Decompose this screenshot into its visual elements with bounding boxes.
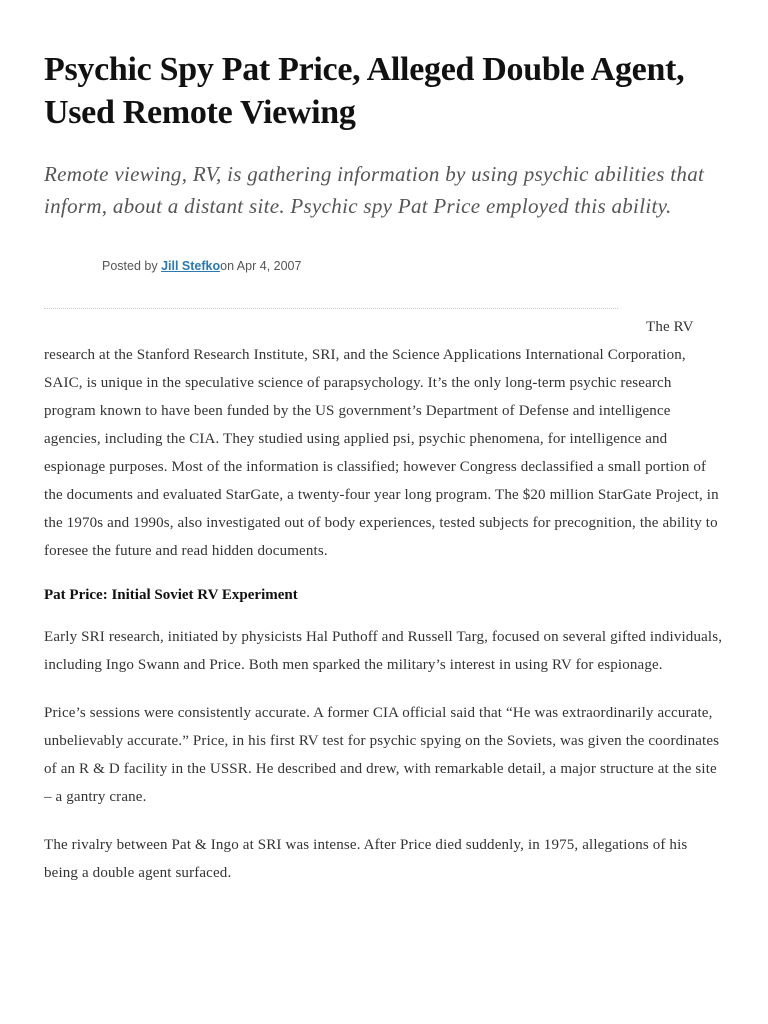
body-paragraph: Price’s sessions were consistently accurate. A former CIA official said that “He was extraordinarily accurate, unbelievably accurate.” Price, in his first RV test for psychic spying on the Soviets, was given the coordinates of an R & D facility in the USSR. He described and drew, with remarkable detail, a major structure at the site – a gantry crane. — [44, 705, 720, 805]
section-heading: Pat Price: Initial Soviet RV Experiment — [44, 587, 298, 603]
byline — [102, 258, 724, 274]
lead-paragraph: The RV research at the Stanford Research Institute, SRI, and the Science Applications International Corporation, SAIC, is unique in the speculative science of parapsychology. It’s the only long-term psychic research program known to have been funded by the US government’s Department of Defense and intelligence agencies, including the CIA. They studied using applied psi, psychic phenomena, for intelligence and espionage purposes. Most of the information is classified; however Congress declassified a small portion of the documents and evaluated StarGate, a twenty-four year long program. The $20 million StarGate Project, in the 1970s and 1990s, also investigated out of body experiences, tested subjects for precognition, the ability to foresee the future and read hidden documents. — [44, 319, 719, 559]
byline-prefix: Posted by — [102, 259, 162, 273]
divider — [44, 308, 618, 309]
body-paragraph: The rivalry between Pat & Ingo at SRI was intense. After Price died suddenly, in 1975, allegations of his being a double agent surfaced. — [44, 837, 688, 881]
article — [44, 48, 724, 887]
article-deck: Remote viewing, RV, is gathering information by using psychic abilities that inform, about a distant site. Psychic spy Pat Price employed this ability. — [44, 162, 705, 218]
body-paragraph: Early SRI research, initiated by physicists Hal Puthoff and Russell Targ, focused on several gifted individuals, including Ingo Swann and Price. Both men sparked the military’s interest in using RV for espionage. — [44, 629, 723, 673]
article-title: Psychic Spy Pat Price, Alleged Double Agent, Used Remote Viewing — [44, 51, 685, 131]
author-link[interactable]: Jill Stefko — [161, 259, 221, 273]
byline-date: on Apr 4, 2007 — [220, 259, 302, 273]
